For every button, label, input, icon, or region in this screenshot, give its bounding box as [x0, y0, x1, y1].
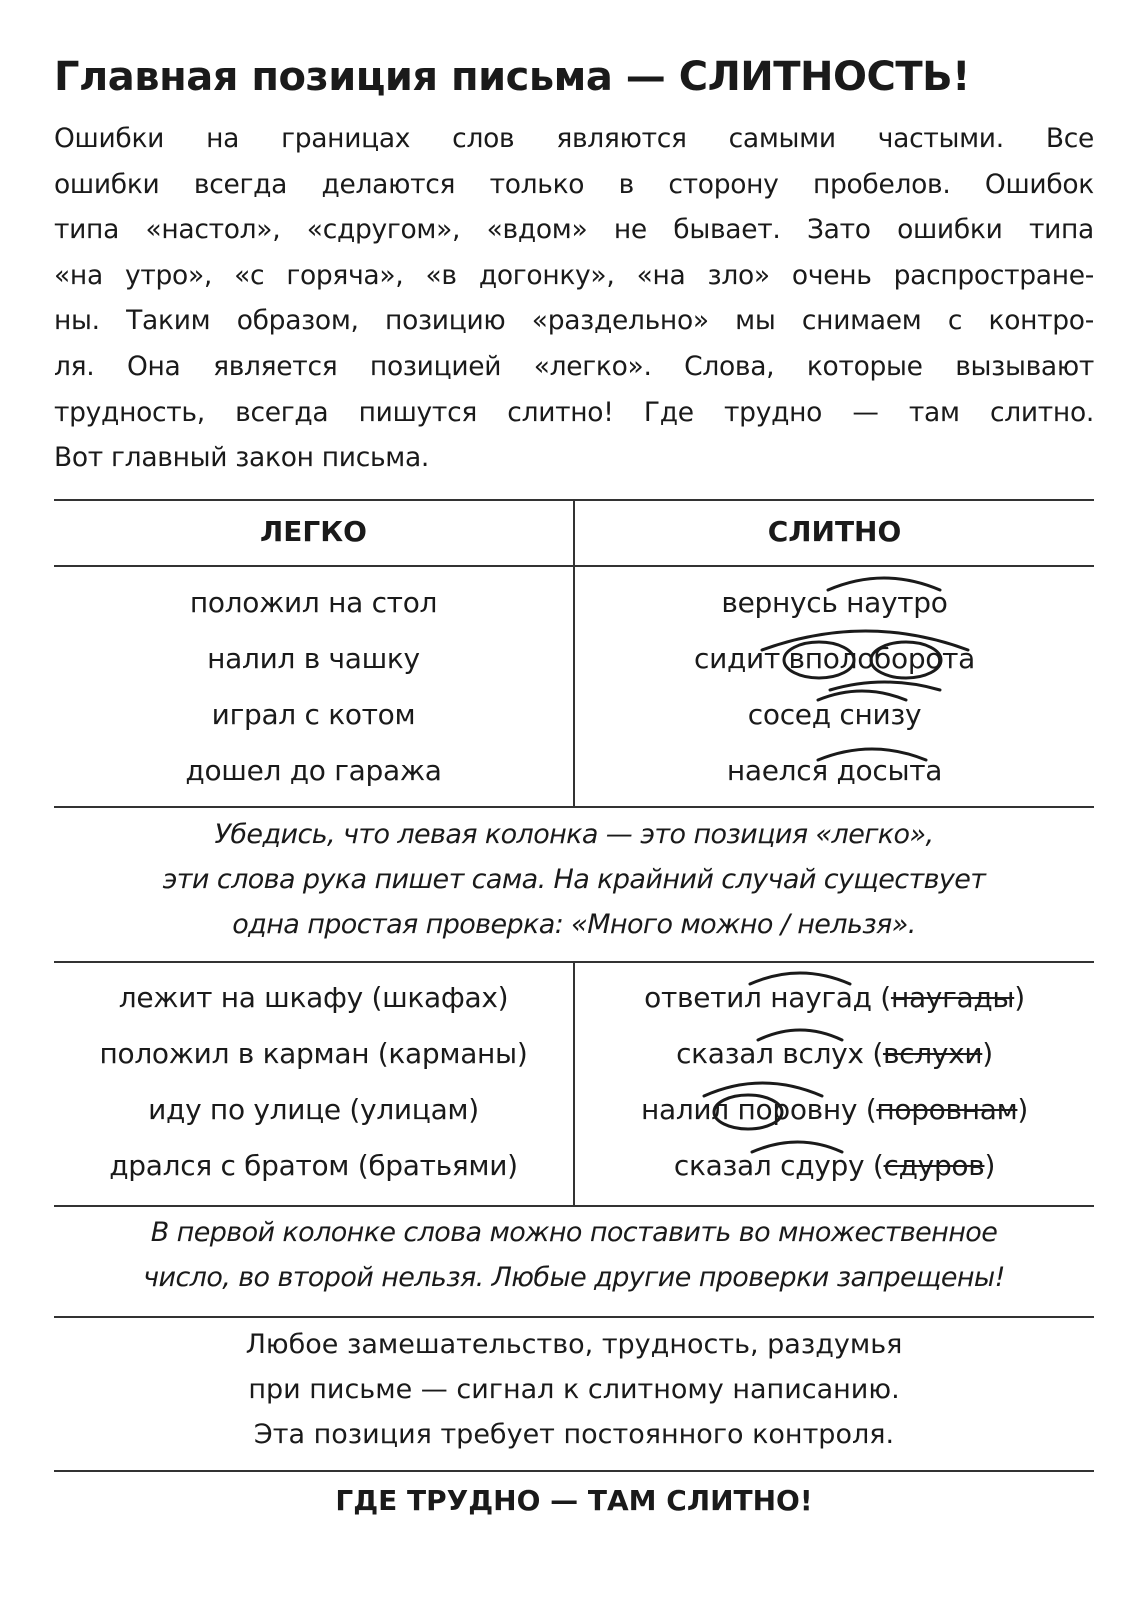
final-top-rule	[54, 1316, 1094, 1318]
list-item: дошел до гаража	[185, 754, 442, 787]
note-rule	[54, 1210, 1094, 1300]
list-item: наелся досыта	[726, 754, 943, 787]
table1-header-rule	[54, 565, 1094, 567]
list-item: ответил наугад (наугады)	[644, 981, 1025, 1014]
adverb-phrase: сказал вслух	[676, 1037, 864, 1070]
slogan: ГДЕ ТРУДНО — ТАМ СЛИТНО!	[335, 1484, 813, 1517]
list-item: сказал сдуру (сдуров)	[673, 1149, 996, 1182]
list-item: дрался с братом (братьями)	[109, 1149, 518, 1182]
adverb-phrase: сказал сдуру	[673, 1149, 865, 1182]
table1-right-column	[575, 575, 1094, 799]
slogan-top-rule	[54, 1470, 1094, 1472]
struck-check-word: поровнам	[876, 1093, 1018, 1126]
note-plural-check	[54, 812, 1094, 947]
intro-line: типа «настол», «сдругом», «вдом» не бывает. Зато ошибки типа	[54, 214, 1094, 246]
table2-right-column	[575, 970, 1094, 1194]
note-line: В первой колонке слова можно поставить во множественное	[150, 1217, 998, 1248]
adverb-phrase: налил поровну	[640, 1093, 858, 1126]
list-item: положил в карман (карманы)	[99, 1037, 528, 1070]
note-line: число, во второй нельзя. Любые другие проверки запрещены!	[143, 1262, 1005, 1293]
header-legko: ЛЕГКО	[260, 515, 367, 548]
list-item: вернусь наутро	[721, 586, 948, 619]
list-item: налил в чашку	[207, 642, 420, 675]
intro-paragraph	[54, 116, 1094, 481]
struck-check-word: наугады	[890, 981, 1015, 1014]
intro-line: «на утро», «с горяча», «в догонку», «на зло» очень распростране-	[54, 259, 1094, 291]
intro-line: ошибки всегда делаются только в сторону пробелов. Ошибок	[54, 168, 1094, 200]
list-item: играл с котом	[211, 698, 416, 731]
table1-bottom-rule	[54, 806, 1094, 808]
list-item: лежит на шкафу (шкафах)	[118, 981, 509, 1014]
list-item: сосед снизу	[747, 698, 922, 731]
struck-check-word: сдуров	[883, 1149, 985, 1182]
adverb-phrase: ответил наугад	[644, 981, 872, 1014]
final-line: Любое замешательство, трудность, раздумья	[245, 1329, 903, 1360]
list-item: положил на стол	[189, 586, 438, 619]
intro-line: ны. Таким образом, позицию «раздельно» мы снимаем с контро-	[54, 305, 1094, 337]
note-line: Убедись, что левая колонка — это позиция «легко»,	[214, 819, 934, 850]
final-paragraph	[54, 1322, 1094, 1457]
table2-left-column	[54, 970, 573, 1194]
intro-line: трудность, всегда пишутся слитно! Где трудно — там слитно.	[54, 396, 1094, 428]
list-item: налил поровну (поровнам)	[640, 1093, 1029, 1126]
list-item: сказал вслух (вслухи)	[676, 1037, 993, 1070]
final-line: при письме — сигнал к слитному написанию.	[248, 1374, 900, 1405]
intro-line: Ошибки на границах слов являются самыми частыми. Все	[54, 123, 1094, 154]
list-item: сидит вполоборота	[694, 642, 975, 675]
final-line: Эта позиция требует постоянного контроля.	[253, 1419, 895, 1450]
note-line: одна простая проверка: «Много можно / нельзя».	[232, 909, 916, 940]
list-item: иду по улице (улицам)	[148, 1093, 479, 1126]
table1-left-column	[54, 575, 573, 799]
intro-line: ля. Она является позицией «легко». Слова, которые вызывают	[54, 350, 1094, 382]
struck-check-word: вслухи	[882, 1037, 983, 1070]
table2-bottom-rule	[54, 1205, 1094, 1207]
header-slitno: СЛИТНО	[767, 515, 902, 548]
page-title: Главная позиция письма — СЛИТНОСТЬ!	[54, 54, 970, 100]
intro-line: Вот главный закон письма.	[54, 442, 430, 474]
note-line: эти слова рука пишет сама. На крайний случай существует	[162, 864, 986, 895]
